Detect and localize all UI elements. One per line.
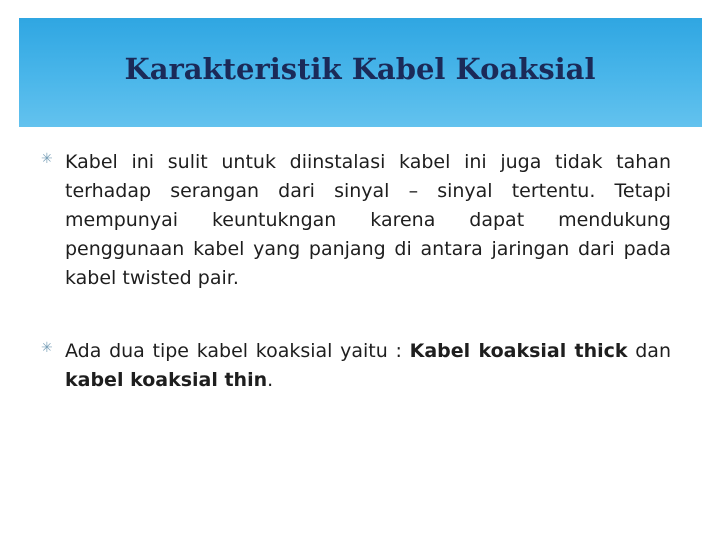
bullet-text-2-bold1: Kabel koaksial thick — [409, 340, 628, 362]
slide-content — [41, 148, 671, 395]
bullet-item-1 — [41, 148, 671, 293]
bullet-text-2-part1: Ada dua tipe kabel koaksial yaitu : — [65, 340, 410, 362]
bullet-text-2-bold2: kabel koaksial thin — [65, 369, 268, 391]
bullet-text-1: Kabel ini sulit untuk diinstalasi kabel ini juga tidak tahan terhadap serangan dari sinyal – sinyal tertentu. Tetapi mempunyai keuntukngan karena dapat mendukung penggunaan kabel yang panjang di antara jaringan dari pada kabel twisted pair. — [65, 151, 671, 289]
slide-title: Karakteristik Kabel Koaksial — [124, 52, 596, 86]
asterisk-bullet-icon: ✳ — [41, 151, 53, 167]
asterisk-bullet-icon: ✳ — [41, 340, 53, 356]
bullet-text-2-part3: . — [267, 369, 274, 391]
bullet-item-2 — [41, 337, 671, 395]
bullet-text-2-part2: dan — [627, 340, 671, 362]
